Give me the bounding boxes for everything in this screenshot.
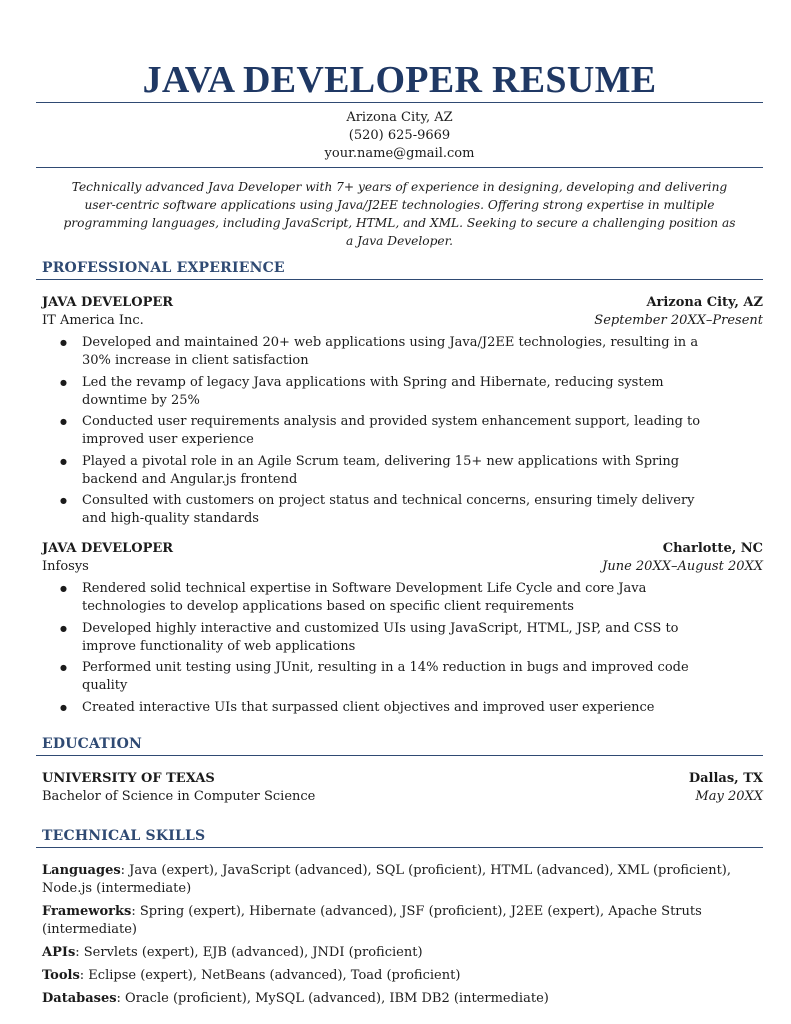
bullet-item: ● Conducted user requirements analysis and provided system enhancement support, leading to improved user experience bbox=[82, 413, 763, 449]
skill-value: : Spring (expert), Hibernate (advanced), JSF (proficient), J2EE (expert), Apache Struts (intermediate) bbox=[42, 904, 702, 937]
job-dates: September 20XX–Present bbox=[594, 313, 763, 328]
bullet-item: ● Developed highly interactive and customized UIs using JavaScript, HTML, JSP, and CSS to improve functionality of web applications bbox=[82, 620, 763, 656]
skills-rule bbox=[36, 847, 763, 848]
skill-label: Tools bbox=[42, 968, 80, 983]
skill-label: Frameworks bbox=[42, 904, 132, 919]
school-location: Dallas, TX bbox=[688, 771, 763, 786]
job-bullets bbox=[36, 334, 763, 528]
skill-value: : Servlets (expert), EJB (advanced), JNDI (proficient) bbox=[75, 945, 423, 960]
bullet-item: ● Developed and maintained 20+ web applications using Java/J2EE technologies, resulting in a 30% increase in client satisfaction bbox=[82, 334, 763, 370]
job-dates: June 20XX–August 20XX bbox=[602, 559, 763, 574]
graduation-date: May 20XX bbox=[695, 789, 763, 804]
contact-email: your.name@gmail.com bbox=[324, 146, 475, 161]
skill-label: Languages bbox=[42, 863, 121, 878]
school-name: UNIVERSITY OF TEXAS bbox=[42, 771, 215, 786]
skill-label: APIs bbox=[42, 945, 76, 960]
resume-title: JAVA DEVELOPER RESUME bbox=[142, 59, 657, 101]
skill-line bbox=[36, 944, 743, 962]
education-heading: EDUCATION bbox=[42, 736, 143, 752]
bullet-item: ● Created interactive UIs that surpassed client objectives and improved user experience bbox=[82, 699, 763, 717]
experience-rule bbox=[36, 279, 763, 280]
skill-value: : Eclipse (expert), NetBeans (advanced), Toad (proficient) bbox=[79, 968, 461, 983]
skill-value: : Java (expert), JavaScript (advanced), SQL (proficient), HTML (advanced), XML (proficient), Node.js (intermediate) bbox=[42, 863, 731, 896]
bullet-item: ● Performed unit testing using JUnit, resulting in a 14% reduction in bugs and improved code quality bbox=[82, 659, 763, 695]
job-entry bbox=[36, 540, 763, 717]
job-location: Arizona City, AZ bbox=[646, 295, 763, 310]
education-rule bbox=[36, 755, 763, 756]
education-section bbox=[36, 735, 763, 806]
experience-section bbox=[36, 259, 763, 720]
skill-line bbox=[36, 990, 743, 1008]
contact-location: Arizona City, AZ bbox=[346, 110, 453, 125]
experience-heading: PROFESSIONAL EXPERIENCE bbox=[42, 260, 285, 276]
bullet-item: ● Rendered solid technical expertise in Software Development Life Cycle and core Java technologies to develop applications based on specific client requirements bbox=[82, 580, 763, 616]
skill-line bbox=[36, 903, 743, 939]
bullet-item: ● Played a pivotal role in an Agile Scrum team, delivering 15+ new applications with Spring backend and Angular.js frontend bbox=[82, 453, 763, 489]
job-entry bbox=[36, 294, 763, 528]
bullet-item: ● Led the revamp of legacy Java applications with Spring and Hibernate, reducing system downtime by 25% bbox=[82, 374, 763, 410]
skills-heading: TECHNICAL SKILLS bbox=[42, 828, 206, 844]
job-company: IT America Inc. bbox=[42, 313, 144, 328]
job-bullets bbox=[36, 580, 763, 717]
contact-phone: (520) 625-9669 bbox=[348, 128, 451, 143]
skills-section bbox=[36, 827, 763, 1013]
skill-label: Databases bbox=[42, 991, 117, 1006]
degree: Bachelor of Science in Computer Science bbox=[42, 789, 316, 804]
job-title: JAVA DEVELOPER bbox=[42, 295, 174, 310]
job-location: Charlotte, NC bbox=[662, 541, 763, 556]
job-title: JAVA DEVELOPER bbox=[42, 541, 174, 556]
job-company: Infosys bbox=[42, 559, 89, 574]
skill-value: : Oracle (proficient), MySQL (advanced), IBM DB2 (intermediate) bbox=[116, 991, 549, 1006]
summary-text: Technically advanced Java Developer with 7+ years of experience in designing, developing and delivering user-centric software applications using Java/J2EE technologies. Offering strong expertise in multiple programming languages, including JavaScript, HTML, and XML. Seeking to secure a challenging position as a Java Developer. bbox=[63, 180, 736, 248]
skill-line bbox=[36, 862, 743, 898]
contact-block bbox=[36, 103, 763, 167]
bullet-item: ● Consulted with customers on project status and technical concerns, ensuring timely delivery and high-quality standards bbox=[82, 492, 763, 528]
skill-line bbox=[36, 967, 743, 985]
